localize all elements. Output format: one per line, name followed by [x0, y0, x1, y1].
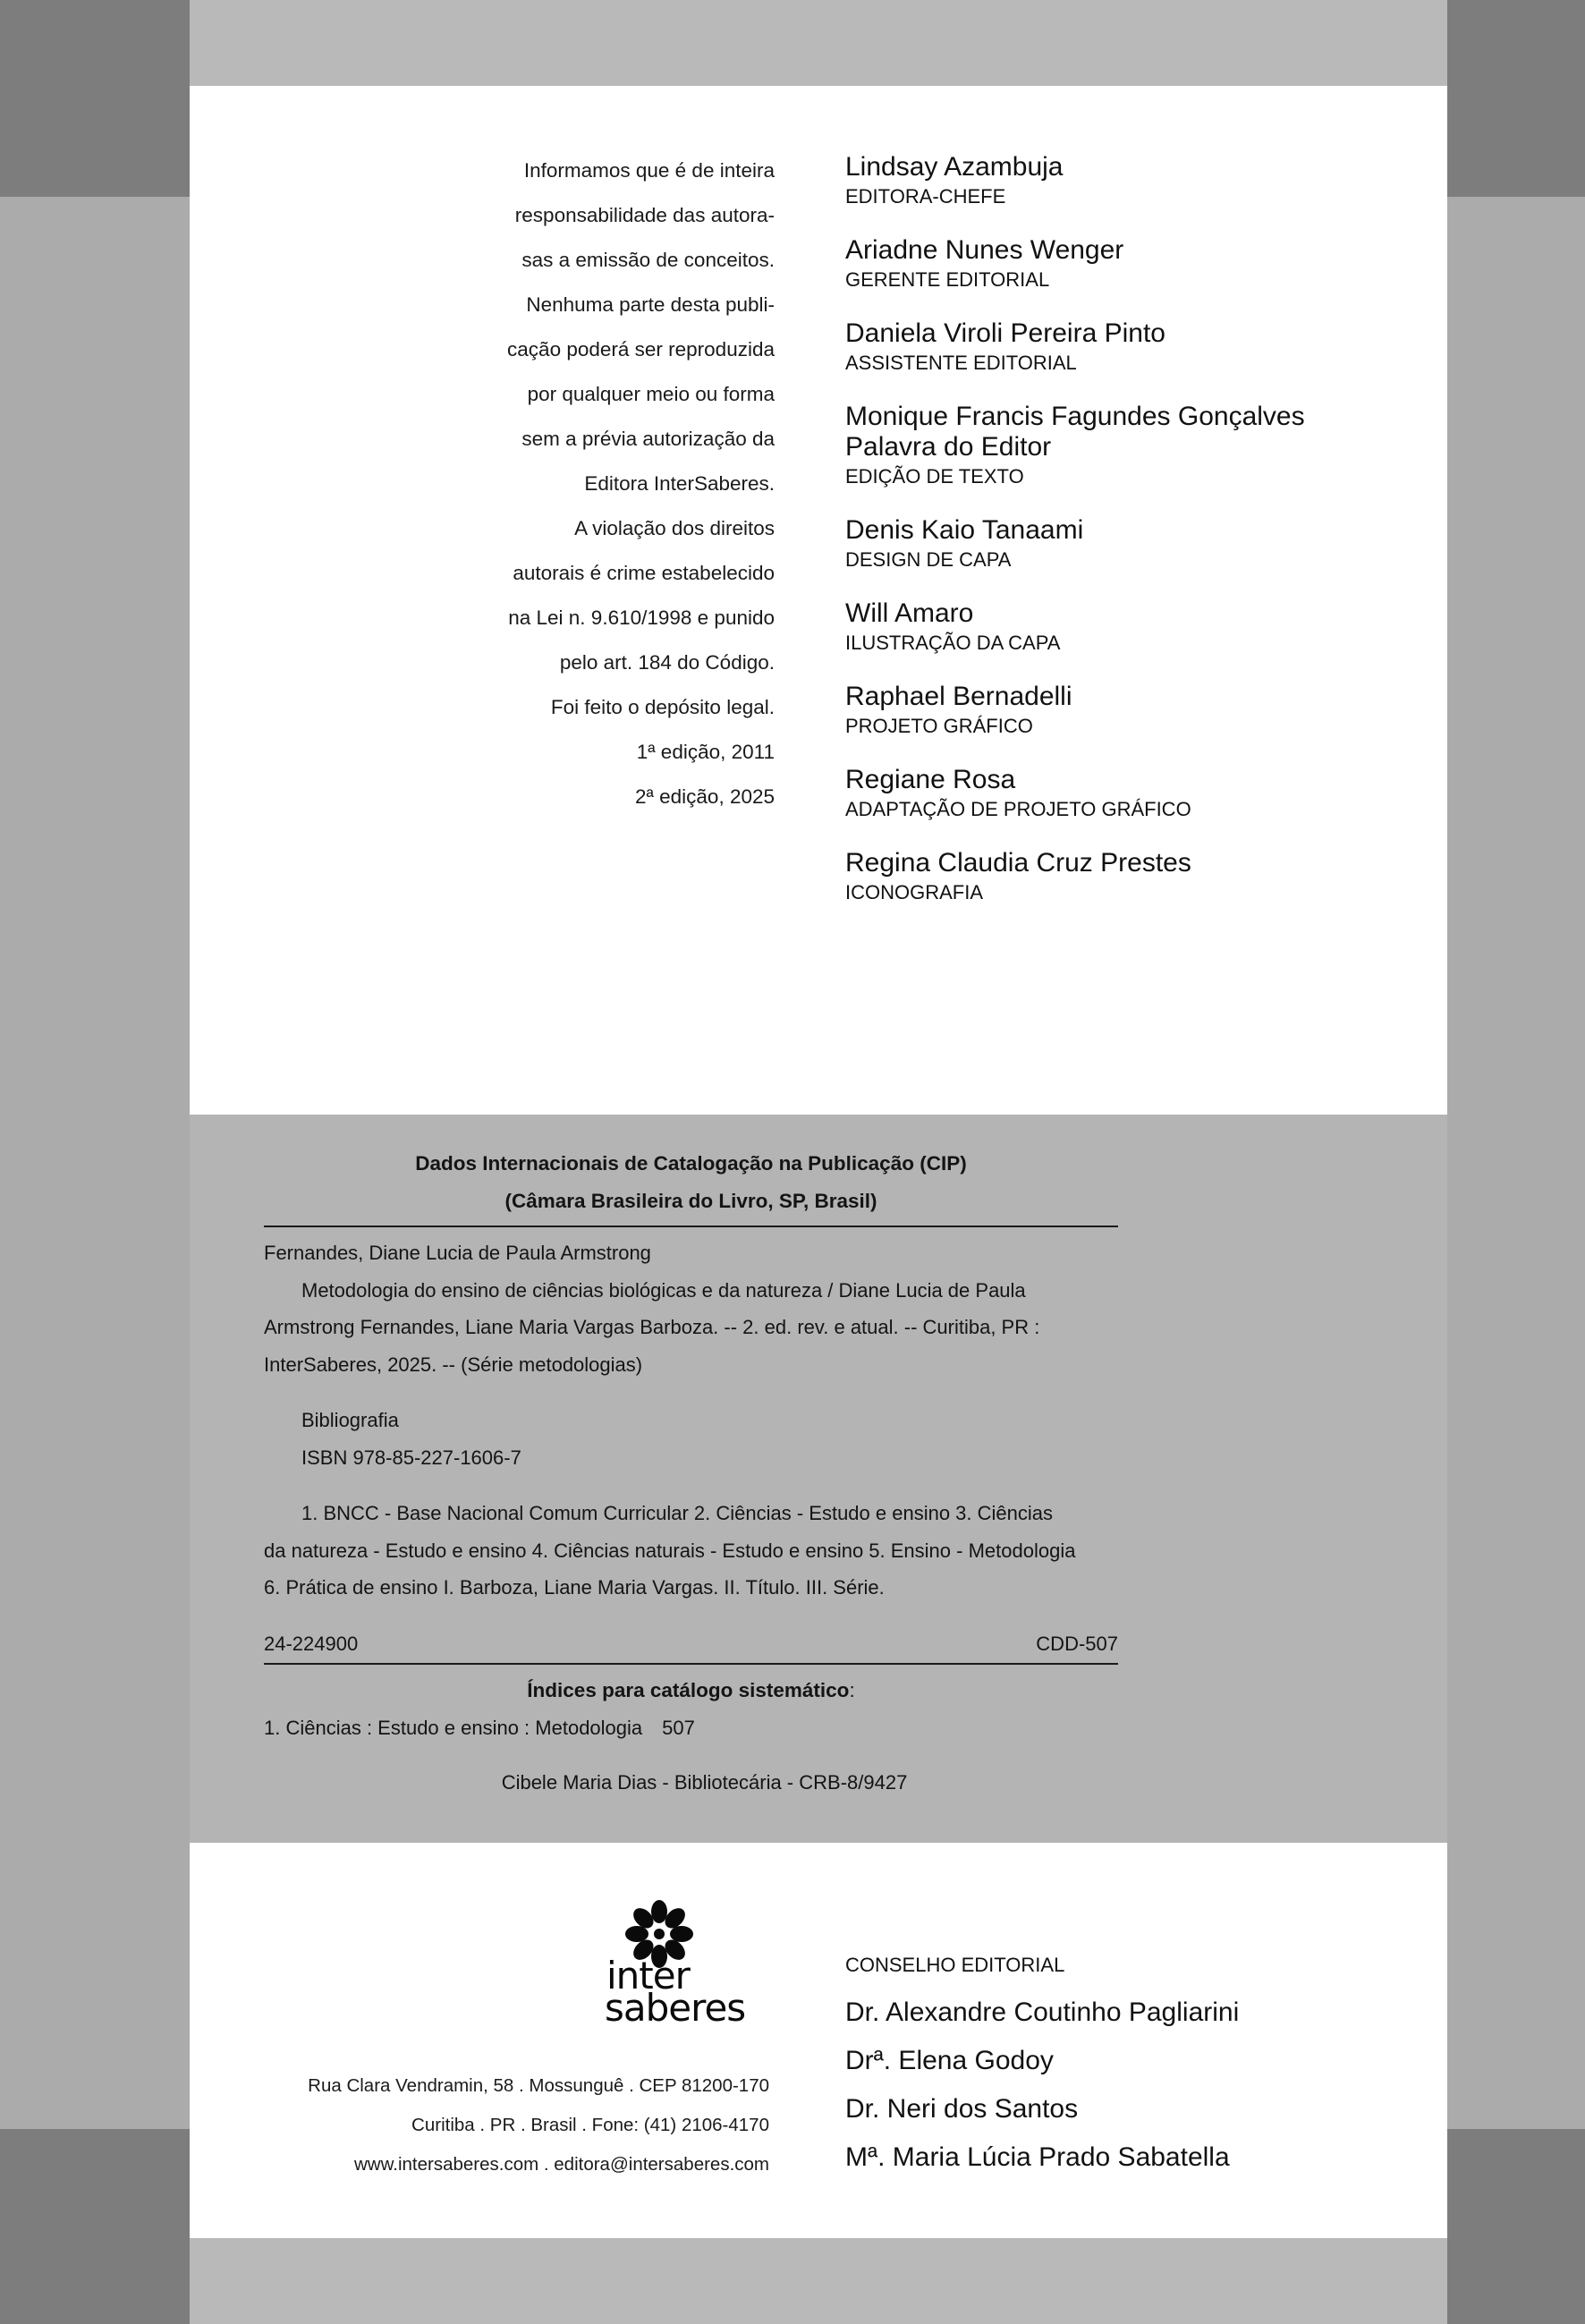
editorial-council	[845, 1947, 1400, 2182]
cip-record-number: 24-224900	[264, 1632, 359, 1655]
notice-line: autorais é crime estabelecido	[513, 562, 775, 584]
notice-line: Foi feito o depósito legal.	[550, 696, 775, 718]
logo-wordmark-line2: saberes	[605, 1986, 746, 2030]
credit-role: ADAPTAÇÃO DE PROJETO GRÁFICO	[845, 798, 1191, 820]
credit-name: Will Amaro	[845, 598, 974, 628]
credit-entry	[845, 152, 1400, 209]
credit-entry	[845, 402, 1400, 489]
credit-name: Regina Claudia Cruz Prestes	[845, 848, 1191, 878]
credit-entry	[845, 598, 1400, 656]
notice-line: responsabilidade das autora-	[514, 204, 775, 226]
notice-line: Informamos que é de inteira	[523, 159, 775, 182]
cip-author: Fernandes, Diane Lucia de Paula Armstrong	[264, 1242, 651, 1264]
logo-wordmark-line1: inter	[606, 1954, 690, 1997]
cip-bottom-rule	[264, 1663, 1118, 1665]
cip-subject-line: 6. Prática de ensino I. Barboza, Liane Maria Vargas. II. Título. III. Série.	[264, 1576, 885, 1599]
cip-librarian: Cibele Maria Dias - Bibliotecária - CRB-8/9427	[501, 1771, 908, 1794]
bottom-margin-strip	[190, 2238, 1447, 2324]
credit-role: ICONOGRAFIA	[845, 881, 984, 903]
cip-subject-line: da natureza - Estudo e ensino 4. Ciências naturais - Estudo e ensino 5. Ensino - Metodologia	[264, 1539, 1076, 1562]
cip-index-entry	[264, 1709, 1118, 1747]
notice-line: pelo art. 184 do Código.	[559, 651, 775, 674]
cip-record	[264, 1145, 1118, 1802]
credit-entry	[845, 318, 1400, 376]
cip-record-footer	[264, 1625, 1118, 1663]
cip-index-heading	[264, 1672, 1118, 1709]
cip-subject-line: 1. BNCC - Base Nacional Comum Curricular 2. Ciências - Estudo e ensino 3. Ciências	[301, 1502, 1054, 1524]
council-member: Dr. Alexandre Coutinho Pagliarini	[845, 1997, 1240, 2027]
credit-role: DESIGN DE CAPA	[845, 548, 1012, 571]
top-margin-strip	[190, 0, 1447, 86]
credit-name: Lindsay Azambuja	[845, 152, 1064, 182]
credit-name: Raphael Bernadelli	[845, 682, 1072, 711]
credit-role: ASSISTENTE EDITORIAL	[845, 352, 1077, 374]
staff-credits	[845, 152, 1400, 931]
address-line: www.intersaberes.com . editora@intersaberes.com	[353, 2154, 769, 2175]
cip-title-line: InterSaberes, 2025. -- (Série metodologias)	[264, 1353, 643, 1376]
cip-index-colon: :	[849, 1678, 855, 1701]
credit-role: PROJETO GRÁFICO	[845, 715, 1033, 737]
credit-role: ILUSTRAÇÃO DA CAPA	[845, 632, 1061, 654]
intersaberes-logo	[601, 1898, 771, 2032]
publisher-address	[268, 2066, 769, 2184]
credit-role: EDITORA-CHEFE	[845, 185, 1006, 208]
notice-line: cação poderá ser reproduzida	[507, 338, 775, 360]
credit-name: Monique Francis Fagundes Gonçalves	[845, 402, 1305, 431]
cip-isbn: ISBN 978-85-227-1606-7	[301, 1446, 521, 1469]
credit-name: Denis Kaio Tanaami	[845, 515, 1084, 545]
cip-bibliografia: Bibliografia	[301, 1409, 399, 1431]
credit-entry	[845, 682, 1400, 739]
credit-name: Regiane Rosa	[845, 765, 1016, 794]
credit-name: Daniela Viroli Pereira Pinto	[845, 318, 1165, 348]
notice-line: Editora InterSaberes.	[584, 472, 775, 495]
notice-line: por qualquer meio ou forma	[527, 383, 775, 405]
credit-role: GERENTE EDITORIAL	[845, 268, 1050, 291]
address-line: Rua Clara Vendramin, 58 . Mossunguê . CEP 81200-170	[308, 2075, 769, 2096]
cip-index-number: 507	[662, 1716, 695, 1739]
credit-name-secondary: Palavra do Editor	[845, 432, 1052, 462]
cip-top-rule	[264, 1226, 1118, 1227]
cip-index-heading-text: Índices para catálogo sistemático	[527, 1678, 850, 1701]
notice-line: na Lei n. 9.610/1998 e punido	[508, 606, 775, 629]
cip-title-line: Armstrong Fernandes, Liane Maria Vargas Barboza. -- 2. ed. rev. e atual. -- Curitiba, PR :	[264, 1316, 1040, 1338]
cip-index-entry-text: 1. Ciências : Estudo e ensino : Metodologia	[264, 1716, 643, 1739]
notice-line: A violação dos direitos	[574, 517, 775, 539]
council-title: CONSELHO EDITORIAL	[845, 1954, 1065, 1976]
notice-line: Nenhuma parte desta publi-	[526, 293, 775, 316]
cip-subheading: (Câmara Brasileira do Livro, SP, Brasil)	[504, 1190, 877, 1212]
council-member: Dr. Neri dos Santos	[845, 2094, 1079, 2124]
cip-heading: Dados Internacionais de Catalogação na Publicação (CIP)	[415, 1152, 967, 1175]
credit-entry	[845, 848, 1400, 905]
credit-entry	[845, 235, 1400, 293]
council-member: Drª. Elena Godoy	[845, 2046, 1054, 2075]
council-member: Mª. Maria Lúcia Prado Sabatella	[845, 2142, 1230, 2172]
edition-line: 1ª edição, 2011	[636, 741, 775, 763]
credit-entry	[845, 515, 1400, 573]
credit-entry	[845, 765, 1400, 822]
notice-line: sas a emissão de conceitos.	[521, 249, 775, 271]
credit-role: EDIÇÃO DE TEXTO	[845, 465, 1024, 488]
edition-line: 2ª edição, 2025	[635, 785, 775, 808]
cip-cdd: CDD-507	[1036, 1632, 1118, 1655]
credit-name: Ariadne Nunes Wenger	[845, 235, 1124, 265]
cip-title-line: Metodologia do ensino de ciências biológicas e da natureza / Diane Lucia de Paula	[301, 1278, 1026, 1302]
address-line: Curitiba . PR . Brasil . Fone: (41) 2106-4170	[411, 2115, 769, 2135]
legal-notice	[465, 148, 775, 819]
notice-line: sem a prévia autorização da	[521, 428, 775, 450]
